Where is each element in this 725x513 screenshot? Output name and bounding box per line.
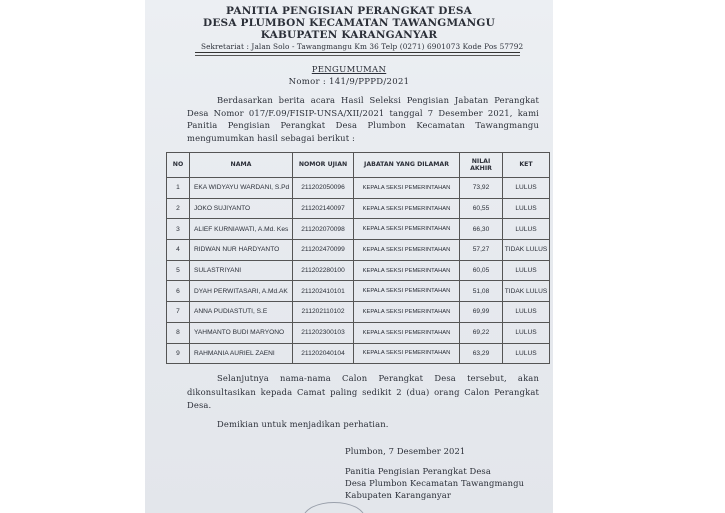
cell-nomor: 211202280100 — [293, 260, 354, 281]
cell-nilai: 51,08 — [460, 281, 503, 302]
intro-paragraph: Berdasarkan berita acara Hasil Seleksi Pengisian Jabatan Perangkat Desa Nomor 017/F.09/FISIP-UNSA/XII/2021 tanggal 7 Desember 2021, kami Panitia Pengisian Perangkat Desa Plumbon Kecamatan Tawangmangu mengumumkan hasil sebagai berikut : — [187, 95, 539, 143]
cell-nilai: 60,05 — [460, 260, 503, 281]
cell-no: 9 — [167, 343, 190, 364]
cell-nama: DYAH PERWITASARI, A.Md.AK — [190, 281, 293, 302]
table-row — [167, 240, 550, 261]
header-committee: PANITIA PENGISIAN PERANGKAT DESA — [226, 5, 472, 17]
table-row — [167, 260, 550, 281]
announcement-title: PENGUMUMAN — [311, 65, 387, 75]
col-header-nomor-ujian: NOMOR UJIAN — [293, 153, 354, 178]
cell-jabatan: KEPALA SEKSI PEMERINTAHAN — [354, 281, 460, 302]
cell-ket: LULUS — [503, 260, 550, 281]
cell-no: 5 — [167, 260, 190, 281]
stamp-edge — [303, 502, 365, 513]
cell-nama: SULASTRIYANI — [190, 260, 293, 281]
table-row — [167, 343, 550, 364]
col-header-nilai: NILAI AKHIR — [460, 153, 503, 178]
cell-nilai: 66,30 — [460, 219, 503, 240]
header-address: Sekretariat : Jalan Solo - Tawangmangu Km 36 Telp (0271) 6901073 Kode Pos 57792 — [201, 42, 524, 51]
announcement-number: Nomor : 141/9/PPPD/2021 — [288, 77, 410, 87]
cell-nama: EKA WIDYAYU WARDANI, S.Pd — [190, 178, 293, 199]
header-regency: KABUPATEN KARANGANYAR — [260, 29, 438, 41]
results-table — [166, 152, 550, 364]
cell-nama: ALIEF KURNIAWATI, A.Md. Kes — [190, 219, 293, 240]
cell-no: 6 — [167, 281, 190, 302]
cell-ket: LULUS — [503, 343, 550, 364]
cell-nomor: 211202300103 — [293, 322, 354, 343]
cell-nama: RIDWAN NUR HARDYANTO — [190, 240, 293, 261]
closing-remark: Demikian untuk menjadikan perhatian. — [217, 419, 389, 429]
cell-nomor: 211202470099 — [293, 240, 354, 261]
cell-no: 4 — [167, 240, 190, 261]
table-row — [167, 281, 550, 302]
cell-jabatan: KEPALA SEKSI PEMERINTAHAN — [354, 198, 460, 219]
cell-nilai: 63,29 — [460, 343, 503, 364]
cell-nomor: 211202140097 — [293, 198, 354, 219]
cell-no: 7 — [167, 302, 190, 323]
cell-no: 2 — [167, 198, 190, 219]
cell-nilai: 69,99 — [460, 302, 503, 323]
document-page — [145, 0, 553, 513]
cell-nilai: 57,27 — [460, 240, 503, 261]
cell-ket: LULUS — [503, 198, 550, 219]
cell-nomor: 211202070098 — [293, 219, 354, 240]
table-header-row — [167, 153, 550, 178]
col-header-jabatan: JABATAN YANG DILAMAR — [354, 153, 460, 178]
cell-jabatan: KEPALA SEKSI PEMERINTAHAN — [354, 219, 460, 240]
cell-nama: RAHMANIA AURIEL ZAENI — [190, 343, 293, 364]
cell-nomor: 211202050096 — [293, 178, 354, 199]
cell-jabatan: KEPALA SEKSI PEMERINTAHAN — [354, 322, 460, 343]
table-row — [167, 322, 550, 343]
cell-nama: YAHMANTO BUDI MARYONO — [190, 322, 293, 343]
signature-village: Desa Plumbon Kecamatan Tawangmangu — [345, 478, 525, 488]
cell-jabatan: KEPALA SEKSI PEMERINTAHAN — [354, 302, 460, 323]
signature-date: Plumbon, 7 Desember 2021 — [345, 446, 466, 456]
col-header-no: NO — [167, 153, 190, 178]
cell-ket: LULUS — [503, 178, 550, 199]
table-row — [167, 198, 550, 219]
cell-nomor: 211202110102 — [293, 302, 354, 323]
table-row — [167, 302, 550, 323]
cell-nilai: 60,55 — [460, 198, 503, 219]
cell-nomor: 211202040104 — [293, 343, 354, 364]
cell-no: 3 — [167, 219, 190, 240]
header-rule-thick — [195, 52, 520, 53]
cell-nama: ANNA PUDIASTUTI, S.E — [190, 302, 293, 323]
cell-ket: TIDAK LULUS — [503, 281, 550, 302]
col-header-nama: NAMA — [190, 153, 293, 178]
cell-no: 1 — [167, 178, 190, 199]
cell-ket: LULUS — [503, 302, 550, 323]
cell-nilai: 73,92 — [460, 178, 503, 199]
cell-nama: JOKO SUJIYANTO — [190, 198, 293, 219]
table-row — [167, 178, 550, 199]
table-row — [167, 219, 550, 240]
header-village: DESA PLUMBON KECAMATAN TAWANGMANGU — [203, 17, 495, 29]
cell-jabatan: KEPALA SEKSI PEMERINTAHAN — [354, 178, 460, 199]
cell-no: 8 — [167, 322, 190, 343]
signature-regency: Kabupaten Karanganyar — [345, 490, 451, 500]
cell-nomor: 211202410101 — [293, 281, 354, 302]
cell-nilai: 69,22 — [460, 322, 503, 343]
cell-ket: LULUS — [503, 219, 550, 240]
cell-ket: TIDAK LULUS — [503, 240, 550, 261]
cell-jabatan: KEPALA SEKSI PEMERINTAHAN — [354, 240, 460, 261]
col-header-ket: KET — [503, 153, 550, 178]
signature-committee: Panitia Pengisian Perangkat Desa — [345, 466, 491, 476]
closing-paragraph: Selanjutnya nama-nama Calon Perangkat Desa tersebut, akan dikonsultasikan kepada Camat paling sedikit 2 (dua) orang Calon Perangkat Desa. — [187, 373, 539, 410]
cell-jabatan: KEPALA SEKSI PEMERINTAHAN — [354, 343, 460, 364]
cell-ket: LULUS — [503, 322, 550, 343]
header-rule-thin — [195, 55, 520, 56]
cell-jabatan: KEPALA SEKSI PEMERINTAHAN — [354, 260, 460, 281]
